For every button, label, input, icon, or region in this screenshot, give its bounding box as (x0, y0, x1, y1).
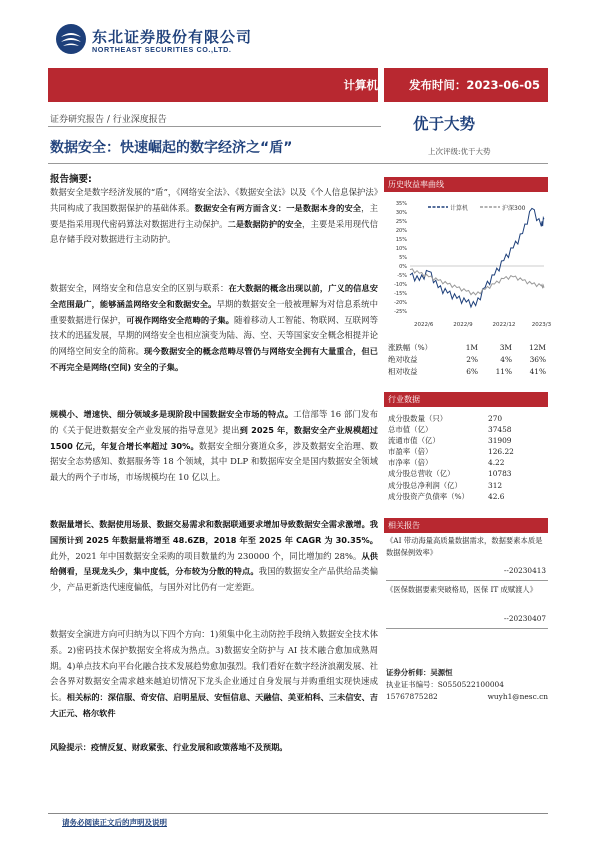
paragraph-bold: 现今数据安全的概念范畴尽管仍与网络安全拥有大量重合，但已不再完全是网络(空间) 安全的子集。 (50, 346, 378, 372)
risk-warning (50, 740, 378, 756)
table-row (388, 491, 548, 502)
performance-header-row (388, 342, 548, 354)
divider (48, 126, 381, 127)
table-cell: 成分股总净利润（亿） (388, 480, 462, 490)
table-cell: 绝对收益 (388, 355, 418, 364)
table-row (388, 435, 548, 446)
analyst-label: 证券分析师： (386, 668, 431, 677)
table-row (388, 354, 548, 366)
summary-heading: 报告摘要: (50, 174, 92, 185)
table-cell: 11% (495, 367, 512, 376)
analyst-phone: 15767875282 (386, 692, 438, 702)
paragraph-text: 此外，2021 年中国数据安全采购的项目数量约为 230000 个，同比增加约 28%。 (50, 550, 362, 561)
y-tick-label: 35% (395, 201, 407, 207)
industry-data-table (388, 413, 548, 502)
analyst-info (386, 667, 548, 704)
table-cell: 4% (500, 355, 512, 364)
series-line-1 (410, 208, 544, 307)
table-cell: 126.22 (488, 447, 514, 457)
paragraph-text: ，主要是采用现代信息存储手段对数据进行主动防护。 (50, 218, 379, 245)
related-report-date: --20230413 (503, 566, 546, 575)
table-header: 12M (529, 343, 546, 352)
release-date: 发布时间：2023-06-05 (408, 78, 540, 92)
report-title: 数据安全：快速崛起的数字经济之“盾” (50, 140, 293, 156)
paragraph-bold: 风险提示：疫情反复、财政紧张、行业发展和政策落地不及预期。 (50, 742, 288, 752)
y-tick-label: 10% (395, 246, 407, 252)
analyst-line (386, 667, 548, 679)
table-cell: 37458 (488, 425, 512, 435)
industry-data-title: 行业数据 (384, 392, 548, 407)
analyst-contact (386, 691, 548, 703)
table-row (388, 480, 548, 491)
paragraph-bold: 二是数据防护的安全 (227, 218, 302, 229)
table-row (388, 424, 548, 435)
divider (386, 628, 548, 629)
y-tick-label: 5% (399, 255, 407, 261)
return-chart (384, 193, 552, 333)
table-cell: 成分股总营收（亿） (388, 469, 455, 479)
legend-label-a: 计算机 (450, 205, 469, 212)
analyst-name: 吴源恒 (430, 668, 453, 677)
header-divider (378, 68, 384, 102)
x-tick-label: 2023/3 (531, 322, 552, 328)
paragraph-bold: 从供给侧看，呈现龙头少，集中度低，分布较为分散的特点。 (50, 550, 378, 577)
table-cell: 31909 (488, 436, 512, 446)
summary-paragraph-5 (50, 627, 378, 722)
y-tick-label: -20% (394, 300, 407, 306)
y-axis (394, 201, 407, 315)
chart-legend (428, 204, 526, 212)
y-tick-label: 30% (395, 210, 407, 216)
paragraph-bold: 规模小、增速快、细分领域多是现阶段中国数据安全市场的特点。 (50, 409, 294, 419)
rating: 优于大势 (413, 115, 476, 133)
y-tick-label: 15% (395, 237, 407, 243)
table-header: 3M (499, 343, 512, 352)
related-report-link[interactable]: 《医保数据要素突破格局，医保 IT 成赋渡人》 (386, 585, 538, 594)
footer-divider (48, 813, 548, 814)
brand-name-cn: 东北证券股份有限公司 (92, 28, 253, 46)
table-cell: 36% (529, 355, 546, 364)
paragraph-text: 数据安全，网络安全和信息安全的区别与联系： (50, 283, 229, 293)
paragraph-text: 数据安全细分赛道众多，涉及数据安全治理、数据安全态势感知、数据服务等 18 个领域，其中 DLP 和数据库安全是国内数据安全领域最大的两个子市场，市场规模均在 10 亿以上。 (50, 440, 379, 483)
paragraph-bold: 在大数据的概念出现以前，广义的信息安全范围最广，能够涵盖网络安全和数据安全。 (50, 283, 378, 309)
paragraph-text: 早期的数据安全一般被理解为对信息系统中重要数据进行保护， (50, 298, 378, 325)
divider (48, 163, 548, 164)
y-tick-label: 0% (399, 264, 407, 270)
table-row (388, 446, 548, 457)
paragraph-text: 数据安全演进方向可归纳为以下四个方向：1)须集中化主动防控手段纳入数据安全技术体系。2)密码技术保护数据安全将成为热点。3)数据安全防护与 AI 技术融合愈加成熟周期。4)单点技术向平台化融合技术发展趋势愈加强烈。我们看好在数字经济浪潮发展、社会各界对数据安全需求越来越迫切情况下龙头企业通过自身发展与并购重组实现快速成长。 (50, 629, 378, 703)
paragraph-text: 数据安全是数字经济发展的“盾”，《网络安全法》、《数据安全法》以及《个人信息保护法》共同构成了我国数据保护的基础体系。 (50, 187, 378, 213)
paragraph-bold: 数据安全有两方面含义：一是数据本身的安全 (194, 202, 362, 213)
analyst-cert: 执业证书编号：S0550522100004 (386, 680, 504, 690)
table-cell: 相对收益 (388, 367, 418, 376)
paragraph-text: ，主要是指采用现代密码算法对数据进行主动保护。 (50, 202, 379, 229)
series-line-2 (410, 269, 544, 295)
related-report-date: --20230407 (503, 614, 546, 623)
table-cell: 市盈率（倍） (388, 447, 433, 457)
table-cell: 流通市值（亿） (388, 436, 440, 446)
table-cell: 2% (466, 355, 478, 364)
table-cell: 市净率（倍） (388, 458, 433, 468)
divider (386, 580, 548, 581)
table-cell: 10783 (488, 469, 512, 479)
table-header: 1M (465, 343, 478, 352)
summary-paragraph-2 (50, 281, 378, 376)
industry-category: 计算机 (343, 78, 378, 92)
performance-table (388, 342, 548, 378)
table-cell: 总市值（亿） (388, 425, 433, 435)
paragraph-bold: 数据量增长、数据使用场景、数据交易需求和数据联通要求增加导致数据安全需求激增。我国预计到 2025 年数据量将增至 48.6ZB，2018 年至 2025 年 CAGR 为 30.35%。 (50, 519, 378, 545)
y-tick-label: -15% (394, 291, 407, 297)
table-header: 涨跌幅（%） (388, 343, 432, 352)
chart-panel-title: 历史收益率曲线 (384, 177, 548, 192)
y-tick-label: 20% (395, 228, 407, 234)
y-tick-label: 25% (395, 219, 407, 225)
paragraph-text: 工信部等 16 部门发布的《关于促进数据安全产业发展的指导意见》提出 (50, 409, 378, 435)
y-tick-label: -5% (397, 273, 407, 279)
table-row (388, 468, 548, 479)
y-tick-label: -25% (394, 309, 407, 315)
related-report-link[interactable]: 《AI 带动海量高质量数据需求，数据要素本质是数据保例效率》 (386, 536, 543, 557)
table-cell: 41% (529, 367, 546, 376)
header-bar (48, 68, 548, 102)
paragraph-bold: 相关标的：深信服、奇安信、启明星辰、安恒信息、天融信、美亚柏科、三未信安、吉大正元、格尔软件 (50, 692, 378, 718)
company-logo (55, 23, 87, 55)
paragraph-bold: 到 2025 年，数据安全产业规模超过 1500 亿元，年复合增长率超过 30%。 (50, 424, 378, 451)
table-row (388, 366, 548, 378)
table-cell: 成分股数量（只） (388, 414, 448, 423)
table-cell: 4.22 (488, 458, 505, 468)
breadcrumb: 证券研究报告 / 行业深度报告 (50, 115, 167, 125)
footer-disclaimer-link[interactable]: 请务必阅读正文后的声明及说明 (62, 818, 167, 827)
x-tick-label: 2022/9 (453, 322, 473, 328)
paragraph-text: 我国的数据安全产品供给品类偏少，产品更新迭代速度偏低，与国外对比仍有一定差距。 (50, 566, 378, 593)
table-row (388, 457, 548, 468)
table-cell: 270 (488, 414, 503, 423)
x-tick-label: 2022/6 (414, 322, 434, 328)
chart-lines (410, 208, 544, 307)
summary-paragraph-4 (50, 517, 378, 596)
y-tick-label: -10% (394, 282, 407, 288)
table-cell: 312 (488, 480, 503, 490)
table-cell: 6% (466, 367, 478, 376)
related-reports-title: 相关报告 (384, 518, 548, 533)
summary-paragraph-1 (50, 185, 378, 248)
paragraph-text: 随着移动人工智能、物联网、互联网等技术的迅猛发展，早期的网络安全也相应演变为陆、海、空、天等国家安全概念相提并论的网络空间安全的简称。 (50, 314, 379, 357)
legend-label-b: 沪深300 (502, 205, 526, 212)
x-tick-label: 2022/12 (492, 322, 516, 328)
table-cell: 42.6 (488, 491, 505, 501)
summary-paragraph-3 (50, 407, 378, 486)
paragraph-bold: 可视作网络安全范畴的子集。 (126, 314, 235, 325)
previous-rating: 上次评级:优于大势 (428, 147, 491, 156)
analyst-email[interactable]: wuyh1@nesc.cn (487, 692, 548, 702)
table-cell: 成分股资产负债率（%） (388, 491, 469, 501)
table-row (388, 413, 548, 424)
brand-name-en: NORTHEAST SECURITIES CO.,LTD. (92, 45, 232, 54)
